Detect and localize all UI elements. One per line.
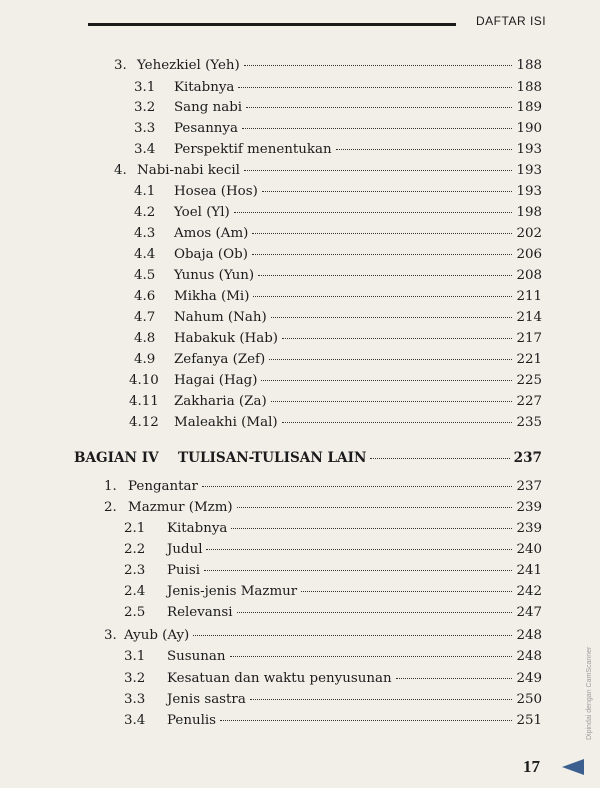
toc-entry-number: 3.1 <box>134 80 156 95</box>
toc-entry-title: Nahum (Nah) <box>174 310 267 325</box>
leader-dots <box>250 698 513 700</box>
toc-entry-page: 250 <box>516 692 542 707</box>
toc-entry-title: Penulis <box>167 713 217 728</box>
toc-entry-title: Amos (Am) <box>174 226 249 241</box>
page-number: 17 <box>523 757 540 776</box>
toc-entry-number: 3.2 <box>134 100 156 115</box>
toc-entry[interactable] <box>134 182 542 202</box>
toc-entry[interactable] <box>124 519 542 539</box>
part-title: TULISAN-TULISAN LAIN <box>178 450 367 466</box>
toc-entry-page: 225 <box>516 373 542 388</box>
leader-dots <box>262 190 513 192</box>
toc-entry[interactable] <box>134 140 542 160</box>
scanner-watermark: Dipindai dengan CamScanner <box>586 646 593 740</box>
toc-entry-title: Mazmur (Mzm) <box>128 500 233 515</box>
toc-entry-title: Perspektif menentukan <box>174 142 332 157</box>
toc-entry[interactable] <box>129 392 542 412</box>
toc-entry-page: 249 <box>516 671 542 686</box>
toc-entry[interactable] <box>104 498 542 518</box>
leader-dots <box>244 169 513 171</box>
toc-entry-number: 3. <box>104 628 117 643</box>
toc-entry-page: 240 <box>516 542 542 557</box>
toc-entry-page: 206 <box>516 247 542 262</box>
toc-entry-page: 208 <box>516 268 542 283</box>
toc-entry-title: Maleakhi (Mal) <box>174 415 278 430</box>
leader-dots <box>231 527 512 529</box>
toc-entry-number: 4.12 <box>129 415 159 430</box>
leader-dots <box>301 590 512 592</box>
leader-dots <box>252 232 512 234</box>
toc-entry-title: Puisi <box>167 563 201 578</box>
toc-entry-number: 4.5 <box>134 268 156 283</box>
toc-entry-title: Jenis sastra <box>167 692 246 707</box>
toc-entry-title: Pesannya <box>174 121 238 136</box>
toc-entry[interactable] <box>134 224 542 244</box>
toc-entry-number: 2. <box>104 500 117 515</box>
part-heading[interactable] <box>74 448 542 468</box>
leader-dots <box>220 719 512 721</box>
leader-dots <box>396 677 513 679</box>
toc-entry-title: Zefanya (Zef) <box>174 352 266 367</box>
toc-entry-number: 4.10 <box>129 373 159 388</box>
toc-entry-page: 188 <box>516 80 542 95</box>
toc-entry-page: 241 <box>516 563 542 578</box>
toc-entry-number: 3.4 <box>134 142 156 157</box>
toc-entry-page: 239 <box>516 521 542 536</box>
toc-entry-number: 3.1 <box>124 649 146 664</box>
leader-dots <box>253 295 512 297</box>
leader-dots <box>237 506 513 508</box>
toc-entry[interactable] <box>134 308 542 328</box>
toc-entry-page: 188 <box>516 58 542 73</box>
page-corner-marker-icon <box>562 759 584 779</box>
toc-entry-title: Judul <box>167 542 203 557</box>
leader-dots <box>258 274 512 276</box>
toc-entry-page: 235 <box>516 415 542 430</box>
toc-entry[interactable] <box>134 119 542 139</box>
toc-entry-number: 4.1 <box>134 184 156 199</box>
toc-entry-page: 202 <box>516 226 542 241</box>
toc-entry-number: 2.5 <box>124 605 146 620</box>
toc-entry-page: 242 <box>516 584 542 599</box>
toc-entry-title: Habakuk (Hab) <box>174 331 279 346</box>
toc-entry[interactable] <box>129 371 542 391</box>
toc-entry-title: Kesatuan dan waktu penyusunan <box>167 671 392 686</box>
running-head: DAFTAR ISI <box>476 14 547 28</box>
toc-entry-number: 4.8 <box>134 331 156 346</box>
toc-entry-number: 4.4 <box>134 247 156 262</box>
toc-entry[interactable] <box>134 329 542 349</box>
toc-entry-title: Kitabnya <box>174 80 235 95</box>
leader-dots <box>271 400 513 402</box>
toc-entry-page: 198 <box>516 205 542 220</box>
leader-dots <box>204 569 512 571</box>
leader-dots <box>246 106 512 108</box>
toc-entry-page: 239 <box>516 500 542 515</box>
toc-entry-number: 3.3 <box>124 692 146 707</box>
toc-entry-title: Zakharia (Za) <box>174 394 267 409</box>
toc-entry-title: Mikha (Mi) <box>174 289 250 304</box>
toc-entry-page: 237 <box>516 479 542 494</box>
leader-dots <box>237 611 513 613</box>
toc-entry-page: 247 <box>516 605 542 620</box>
toc-entry[interactable] <box>134 266 542 286</box>
toc-entry-title: Yehezkiel (Yeh) <box>137 58 240 73</box>
leader-dots <box>282 337 512 339</box>
toc-entry[interactable] <box>124 561 542 581</box>
toc-entry-number: 4.7 <box>134 310 156 325</box>
toc-entry-number: 2.2 <box>124 542 146 557</box>
toc-entry-page: 227 <box>516 394 542 409</box>
toc-entry-title: Kitabnya <box>167 521 228 536</box>
leader-dots <box>206 548 512 550</box>
toc-entry-title: Susunan <box>167 649 226 664</box>
toc-entry-number: 4.6 <box>134 289 156 304</box>
toc-entry-page: 248 <box>516 649 542 664</box>
toc-entry-title: Obaja (Ob) <box>174 247 248 262</box>
part-label: BAGIAN IV <box>74 450 159 466</box>
toc-entry-title: Yoel (Yl) <box>174 205 230 220</box>
toc-entry-number: 4.2 <box>134 205 156 220</box>
toc-entry[interactable] <box>134 203 542 223</box>
toc-entry-number: 2.3 <box>124 563 146 578</box>
leader-dots <box>252 253 513 255</box>
toc-entry[interactable] <box>134 98 542 118</box>
leader-dots <box>261 379 512 381</box>
toc-entry[interactable] <box>124 711 542 731</box>
toc-entry-page: 251 <box>516 713 542 728</box>
toc-entry-page: 214 <box>516 310 542 325</box>
toc-entry-page: 211 <box>516 289 542 304</box>
toc-entry-number: 2.4 <box>124 584 146 599</box>
toc-entry-number: 4. <box>114 163 127 178</box>
leader-dots <box>238 86 512 88</box>
toc-entry[interactable] <box>129 413 542 433</box>
toc-entry[interactable] <box>134 350 542 370</box>
toc-entry-page: 221 <box>516 352 542 367</box>
toc-entry-title: Relevansi <box>167 605 233 620</box>
toc-entry-number: 3.4 <box>124 713 146 728</box>
toc-entry-title: Hosea (Hos) <box>174 184 258 199</box>
toc-entry[interactable] <box>124 647 542 667</box>
part-page: 237 <box>513 450 542 466</box>
toc-entry[interactable] <box>134 245 542 265</box>
toc-entry-number: 2.1 <box>124 521 146 536</box>
leader-dots <box>336 148 513 150</box>
leader-dots <box>271 316 513 318</box>
toc-entry-number: 4.11 <box>129 394 159 409</box>
toc-entry-page: 248 <box>516 628 542 643</box>
toc-entry-title: Sang nabi <box>174 100 243 115</box>
toc-entry[interactable] <box>124 582 542 602</box>
leader-dots <box>244 64 513 66</box>
leader-dots <box>202 485 513 487</box>
toc-entry[interactable] <box>134 287 542 307</box>
toc-entry-title: Yunus (Yun) <box>174 268 255 283</box>
toc-entry-page: 193 <box>516 184 542 199</box>
toc-entry[interactable] <box>104 477 542 497</box>
toc-entry-page: 193 <box>516 163 542 178</box>
toc-entry[interactable] <box>124 540 542 560</box>
toc-entry[interactable] <box>124 690 542 710</box>
header-rule <box>88 23 456 26</box>
leader-dots <box>193 634 512 636</box>
toc-entry-title: Pengantar <box>128 479 198 494</box>
toc-entry-page: 193 <box>516 142 542 157</box>
leader-dots <box>242 127 512 129</box>
toc-entry-number: 4.3 <box>134 226 156 241</box>
leader-dots <box>230 655 513 657</box>
toc-entry-number: 3.3 <box>134 121 156 136</box>
toc-entry-title: Nabi-nabi kecil <box>137 163 240 178</box>
toc-entry-title: Ayub (Ay) <box>124 628 190 643</box>
toc-entry[interactable] <box>124 603 542 623</box>
toc-entry-title: Jenis-jenis Mazmur <box>167 584 298 599</box>
toc-entry-number: 4.9 <box>134 352 156 367</box>
toc-entry-page: 189 <box>516 100 542 115</box>
toc-entry-number: 1. <box>104 479 117 494</box>
leader-dots <box>370 457 509 459</box>
toc-entry[interactable] <box>134 78 542 98</box>
leader-dots <box>282 421 513 423</box>
toc-entry-title: Hagai (Hag) <box>174 373 258 388</box>
toc-entry[interactable] <box>104 626 542 646</box>
toc-entry-number: 3.2 <box>124 671 146 686</box>
toc-entry[interactable] <box>114 56 542 76</box>
toc-entry-page: 217 <box>516 331 542 346</box>
toc-entry-page: 190 <box>516 121 542 136</box>
toc-entry[interactable] <box>124 669 542 689</box>
toc-entry[interactable] <box>114 161 542 181</box>
leader-dots <box>234 211 513 213</box>
toc-entry-number: 3. <box>114 58 127 73</box>
leader-dots <box>269 358 512 360</box>
